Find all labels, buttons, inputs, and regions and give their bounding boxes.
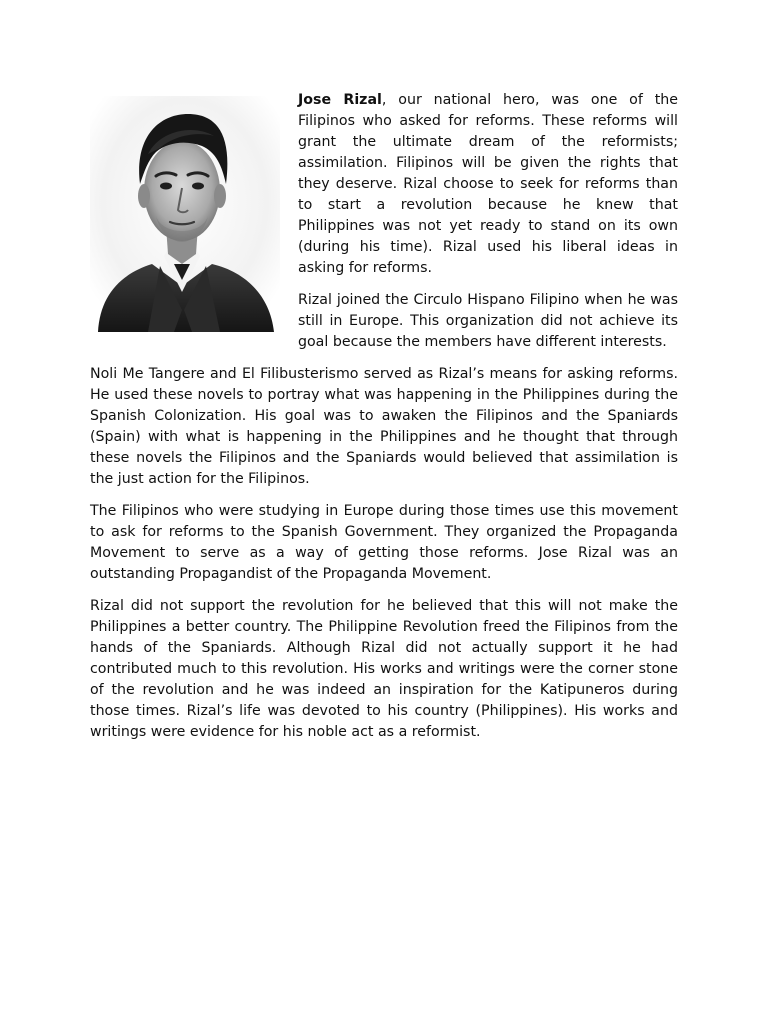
paragraph-novels: Noli Me Tangere and El Filibusterismo served as Rizal’s means for asking reforms. He used these novels to portray what was happening in the Philippines during the Spanish Colonization. His goal was to awaken the Filipinos and the Spaniards (Spain) with what is happening in the Philippines and he thought that through these novels the Filipinos and the Spaniards would believed that assimilation is the just action for the Filipinos. xyxy=(90,366,678,487)
subject-name: Jose Rizal xyxy=(298,92,382,108)
article-body xyxy=(90,90,678,754)
intro-text: , our national hero, was one of the Filipinos who asked for reforms. These reforms will grant the ultimate dream of the reformists; assimilation. Filipinos will be given the rights that they deserve. Rizal choose to seek for reforms than to start a revolution because he knew that Philippines was not yet ready to stand on its own (during his time). Rizal used his liberal ideas in asking for reforms. xyxy=(298,92,679,276)
portrait-photo-icon xyxy=(90,96,280,332)
portrait-photo xyxy=(90,96,280,332)
paragraph-circulo: Rizal joined the Circulo Hispano Filipino when he was still in Europe. This organization did not achieve its goal because the members have different interests. xyxy=(298,292,678,350)
paragraph-revolution: Rizal did not support the revolution for he believed that this will not make the Philippines a better country. The Philippine Revolution freed the Filipinos from the hands of the Spaniards. Although Rizal did not actually support it he had contributed much to this revolution. His works and writings were the corner stone of the revolution and he was indeed an inspiration for the Katipuneros during those times. Rizal’s life was devoted to his country (Philippines). His works and writings were evidence for his noble act as a reformist. xyxy=(90,598,678,740)
paragraph-propaganda: The Filipinos who were studying in Europe during those times use this movement to ask for reforms to the Spanish Government. They organized the Propaganda Movement to serve as a way of getting those reforms. Jose Rizal was an outstanding Propagandist of the Propaganda Movement. xyxy=(90,503,678,582)
